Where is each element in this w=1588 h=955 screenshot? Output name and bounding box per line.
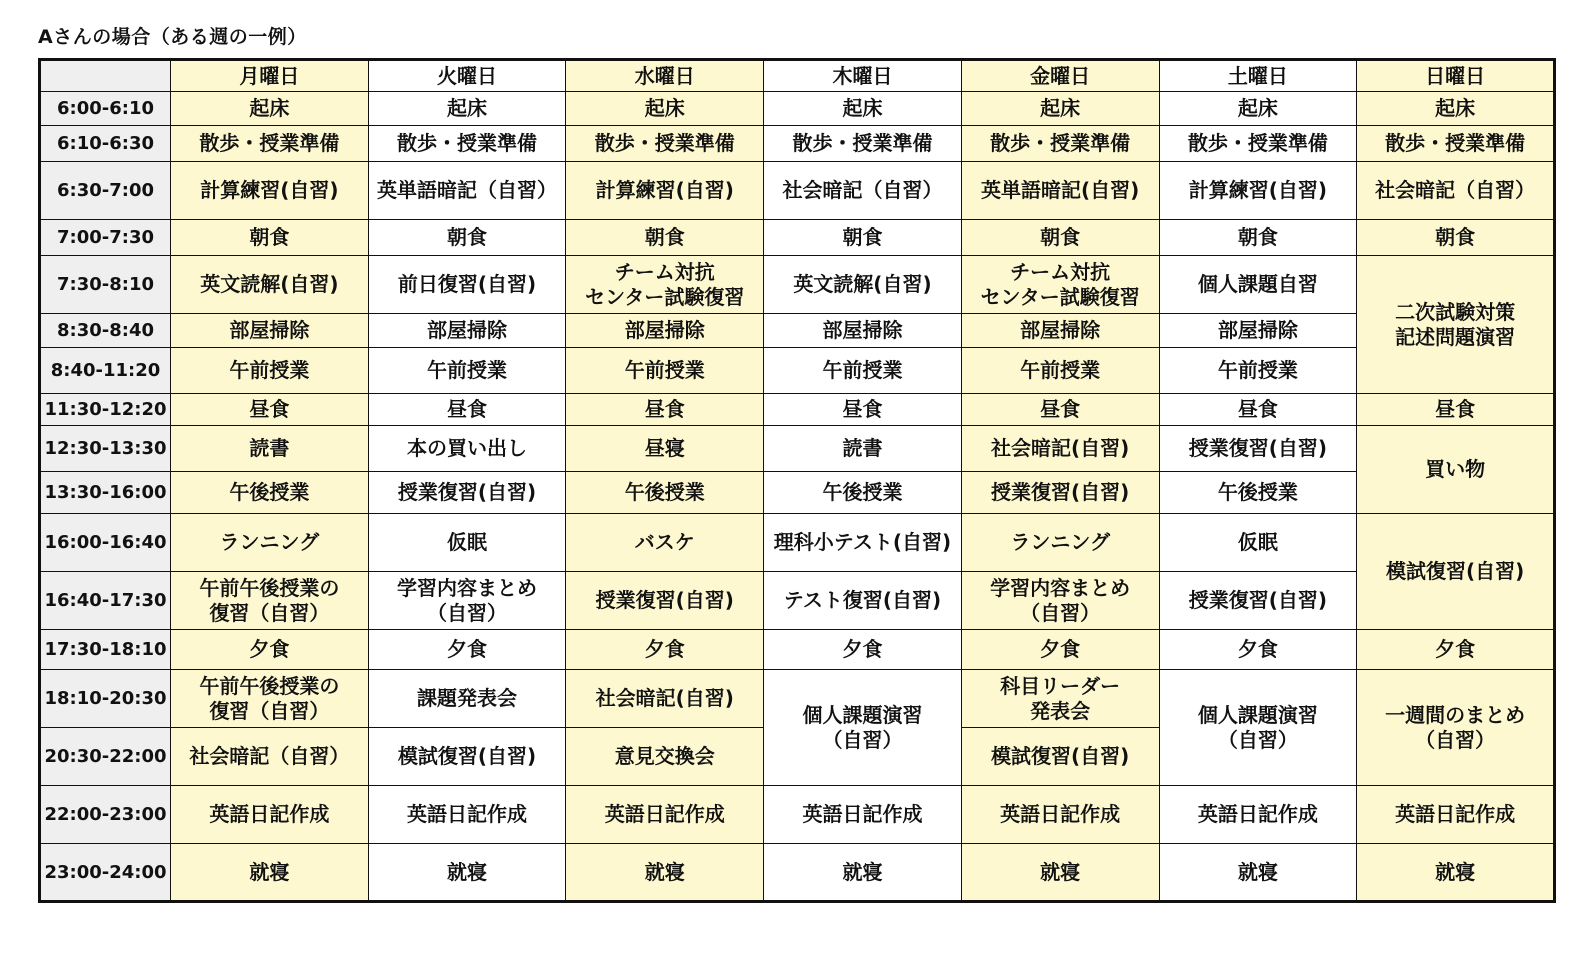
time-slot: 12:30-13:30 — [40, 426, 171, 472]
header-row — [40, 60, 1555, 92]
page-title: Aさんの場合（ある週の一例） — [38, 26, 307, 48]
schedule-cell: 散歩・授業準備 — [566, 126, 764, 162]
schedule-cell: 夕食 — [368, 630, 566, 670]
schedule-cell: 起床 — [1357, 92, 1555, 126]
schedule-cell: 散歩・授業準備 — [171, 126, 369, 162]
schedule-cell — [1159, 256, 1357, 314]
time-slot: 7:30-8:10 — [40, 256, 171, 314]
schedule-cell: 散歩・授業準備 — [764, 126, 962, 162]
cell-text: 授業復習(自習) — [1188, 588, 1327, 612]
schedule-cell: 起床 — [764, 92, 962, 126]
schedule-cell: 朝食 — [566, 220, 764, 256]
schedule-cell: 社会暗記(自習) — [961, 426, 1159, 472]
schedule-cell: 昼食 — [171, 394, 369, 426]
schedule-cell: 英語日記作成 — [368, 786, 566, 844]
cell-text: テスト復習(自習) — [783, 588, 942, 612]
table-row — [40, 92, 1555, 126]
schedule-cell: 夕食 — [1159, 630, 1357, 670]
time-slot: 6:30-7:00 — [40, 162, 171, 220]
schedule-cell: 起床 — [961, 92, 1159, 126]
cell-text: 前日復習(自習) — [397, 272, 537, 296]
schedule-cell: 英語日記作成 — [1357, 786, 1555, 844]
table-row — [40, 472, 1555, 514]
time-slot: 13:30-16:00 — [40, 472, 171, 514]
schedule-cell — [368, 670, 566, 728]
table-row — [40, 348, 1555, 394]
schedule-cell: 授業復習(自習) — [961, 472, 1159, 514]
weekly-schedule-table — [38, 58, 1556, 903]
time-slot: 22:00-23:00 — [40, 786, 171, 844]
cell-text: 学習内容まとめ （自習） — [990, 575, 1131, 625]
schedule-cell: 午後授業 — [566, 472, 764, 514]
cell-text: 午前午後授業の 復習（自習） — [199, 575, 340, 625]
schedule-cell: 英語日記作成 — [961, 786, 1159, 844]
schedule-cell — [764, 256, 962, 314]
table-row — [40, 314, 1555, 348]
schedule-cell — [1159, 572, 1357, 630]
table-row — [40, 394, 1555, 426]
schedule-cell: 散歩・授業準備 — [368, 126, 566, 162]
day-header-mon: 月曜日 — [171, 60, 369, 92]
schedule-cell — [368, 572, 566, 630]
cell-text: 個人課題演習 （自習） — [802, 702, 923, 752]
schedule-cell: 散歩・授業準備 — [961, 126, 1159, 162]
schedule-cell: 朝食 — [764, 220, 962, 256]
schedule-cell: 夕食 — [566, 630, 764, 670]
day-header-thu: 木曜日 — [764, 60, 962, 92]
schedule-cell — [566, 670, 764, 728]
day-header-sat: 土曜日 — [1159, 60, 1357, 92]
table-row — [40, 786, 1555, 844]
schedule-cell: 英語日記作成 — [764, 786, 962, 844]
schedule-cell — [1357, 256, 1555, 394]
schedule-cell: 部屋掃除 — [566, 314, 764, 348]
cell-text: 英文読解(自習) — [793, 272, 932, 296]
cell-text: 英文読解(自習) — [200, 272, 339, 296]
schedule-cell: 就寝 — [566, 844, 764, 902]
schedule-cell: ランニング — [171, 514, 369, 572]
schedule-cell — [764, 572, 962, 630]
day-header-tue: 火曜日 — [368, 60, 566, 92]
schedule-cell: 朝食 — [171, 220, 369, 256]
table-row — [40, 670, 1555, 728]
table-row — [40, 844, 1555, 902]
schedule-cell — [961, 572, 1159, 630]
schedule-cell: 昼食 — [368, 394, 566, 426]
schedule-cell: 起床 — [171, 92, 369, 126]
schedule-cell — [1159, 670, 1357, 786]
cell-text: 社会暗記(自習) — [595, 686, 734, 710]
schedule-cell: 午前授業 — [1159, 348, 1357, 394]
schedule-cell: 読書 — [171, 426, 369, 472]
schedule-cell: 午前授業 — [566, 348, 764, 394]
schedule-cell: 英語日記作成 — [1159, 786, 1357, 844]
schedule-cell: バスケ — [566, 514, 764, 572]
schedule-cell: 社会暗記（自習） — [764, 162, 962, 220]
schedule-cell — [171, 572, 369, 630]
table-row — [40, 630, 1555, 670]
schedule-cell: 部屋掃除 — [368, 314, 566, 348]
schedule-cell — [764, 670, 962, 786]
schedule-cell: 起床 — [1159, 92, 1357, 126]
schedule-cell: 就寝 — [764, 844, 962, 902]
schedule-cell: 本の買い出し — [368, 426, 566, 472]
cell-text: 科目リーダー 発表会 — [1000, 673, 1121, 723]
cell-text: 学習内容まとめ （自習） — [397, 575, 538, 625]
schedule-cell: 理科小テスト(自習) — [764, 514, 962, 572]
schedule-cell: 仮眠 — [368, 514, 566, 572]
cell-text: 一週間のまとめ （自習） — [1385, 702, 1526, 752]
schedule-cell — [961, 256, 1159, 314]
schedule-cell: 就寝 — [1357, 844, 1555, 902]
schedule-cell: 部屋掃除 — [961, 314, 1159, 348]
cell-text: 個人課題自習 — [1197, 272, 1318, 296]
schedule-cell: 昼食 — [566, 394, 764, 426]
time-slot: 16:00-16:40 — [40, 514, 171, 572]
schedule-cell: 午後授業 — [171, 472, 369, 514]
time-slot: 11:30-12:20 — [40, 394, 171, 426]
day-header-fri: 金曜日 — [961, 60, 1159, 92]
time-slot: 17:30-18:10 — [40, 630, 171, 670]
schedule-cell: 英語日記作成 — [171, 786, 369, 844]
schedule-cell — [368, 256, 566, 314]
schedule-cell: 就寝 — [368, 844, 566, 902]
schedule-cell: 午前授業 — [171, 348, 369, 394]
schedule-cell: 英単語暗記（自習） — [368, 162, 566, 220]
schedule-cell — [961, 670, 1159, 728]
schedule-cell: 散歩・授業準備 — [1159, 126, 1357, 162]
schedule-cell: 夕食 — [1357, 630, 1555, 670]
schedule-cell: 買い物 — [1357, 426, 1555, 514]
time-slot: 23:00-24:00 — [40, 844, 171, 902]
schedule-cell: 社会暗記（自習） — [1357, 162, 1555, 220]
schedule-cell: 朝食 — [1159, 220, 1357, 256]
table-row — [40, 514, 1555, 572]
schedule-cell — [171, 670, 369, 728]
schedule-cell: 朝食 — [1357, 220, 1555, 256]
time-slot: 6:10-6:30 — [40, 126, 171, 162]
time-slot: 18:10-20:30 — [40, 670, 171, 728]
schedule-cell: 部屋掃除 — [1159, 314, 1357, 348]
schedule-cell: 就寝 — [961, 844, 1159, 902]
table-row — [40, 162, 1555, 220]
schedule-cell: 計算練習(自習) — [566, 162, 764, 220]
schedule-cell: 午前授業 — [961, 348, 1159, 394]
cell-text: チーム対抗 センター試験復習 — [980, 259, 1140, 309]
schedule-cell: 計算練習(自習) — [1159, 162, 1357, 220]
time-slot: 16:40-17:30 — [40, 572, 171, 630]
cell-text: 課題発表会 — [417, 686, 518, 710]
cell-text: チーム対抗 センター試験復習 — [585, 259, 745, 309]
schedule-cell — [171, 256, 369, 314]
table-row — [40, 572, 1555, 630]
table-row — [40, 126, 1555, 162]
cell-text: 授業復習(自習) — [595, 588, 734, 612]
schedule-cell — [1357, 670, 1555, 786]
schedule-cell: 仮眠 — [1159, 514, 1357, 572]
schedule-cell: 昼食 — [1357, 394, 1555, 426]
schedule-cell: 午後授業 — [1159, 472, 1357, 514]
schedule-cell — [566, 256, 764, 314]
schedule-cell: 読書 — [764, 426, 962, 472]
schedule-cell: 就寝 — [171, 844, 369, 902]
schedule-cell: ランニング — [961, 514, 1159, 572]
schedule-cell: 模試復習(自習) — [961, 728, 1159, 786]
schedule-cell: 夕食 — [764, 630, 962, 670]
schedule-cell: 就寝 — [1159, 844, 1357, 902]
time-slot: 8:30-8:40 — [40, 314, 171, 348]
time-slot: 8:40-11:20 — [40, 348, 171, 394]
schedule-cell: 起床 — [368, 92, 566, 126]
schedule-cell: 昼食 — [961, 394, 1159, 426]
schedule-cell: 意見交換会 — [566, 728, 764, 786]
schedule-cell: 社会暗記（自習） — [171, 728, 369, 786]
schedule-cell: 夕食 — [171, 630, 369, 670]
time-slot: 7:00-7:30 — [40, 220, 171, 256]
schedule-cell: 部屋掃除 — [171, 314, 369, 348]
schedule-cell: 午前授業 — [368, 348, 566, 394]
schedule-cell: 夕食 — [961, 630, 1159, 670]
table-row — [40, 426, 1555, 472]
schedule-cell: 午前授業 — [764, 348, 962, 394]
schedule-cell: 昼食 — [764, 394, 962, 426]
time-slot: 20:30-22:00 — [40, 728, 171, 786]
schedule-cell: 昼寝 — [566, 426, 764, 472]
schedule-cell: 授業復習(自習) — [368, 472, 566, 514]
schedule-cell: 模試復習(自習) — [1357, 514, 1555, 630]
schedule-cell: 計算練習(自習) — [171, 162, 369, 220]
table-row — [40, 256, 1555, 314]
schedule-cell: 授業復習(自習) — [1159, 426, 1357, 472]
schedule-cell: 午後授業 — [764, 472, 962, 514]
schedule-cell: 朝食 — [961, 220, 1159, 256]
day-header-sun: 日曜日 — [1357, 60, 1555, 92]
cell-text: 午前午後授業の 復習（自習） — [199, 673, 340, 723]
cell-text: 個人課題演習 （自習） — [1197, 702, 1318, 752]
day-header-wed: 水曜日 — [566, 60, 764, 92]
cell-text: 二次試験対策 記述問題演習 — [1395, 299, 1516, 349]
schedule-cell: 模試復習(自習) — [368, 728, 566, 786]
schedule-cell: 英単語暗記(自習) — [961, 162, 1159, 220]
schedule-cell: 部屋掃除 — [764, 314, 962, 348]
schedule-cell: 朝食 — [368, 220, 566, 256]
schedule-cell — [566, 572, 764, 630]
schedule-cell: 昼食 — [1159, 394, 1357, 426]
table-row — [40, 220, 1555, 256]
schedule-cell: 散歩・授業準備 — [1357, 126, 1555, 162]
schedule-cell: 起床 — [566, 92, 764, 126]
time-slot: 6:00-6:10 — [40, 92, 171, 126]
schedule-cell: 英語日記作成 — [566, 786, 764, 844]
corner-cell — [40, 60, 171, 92]
